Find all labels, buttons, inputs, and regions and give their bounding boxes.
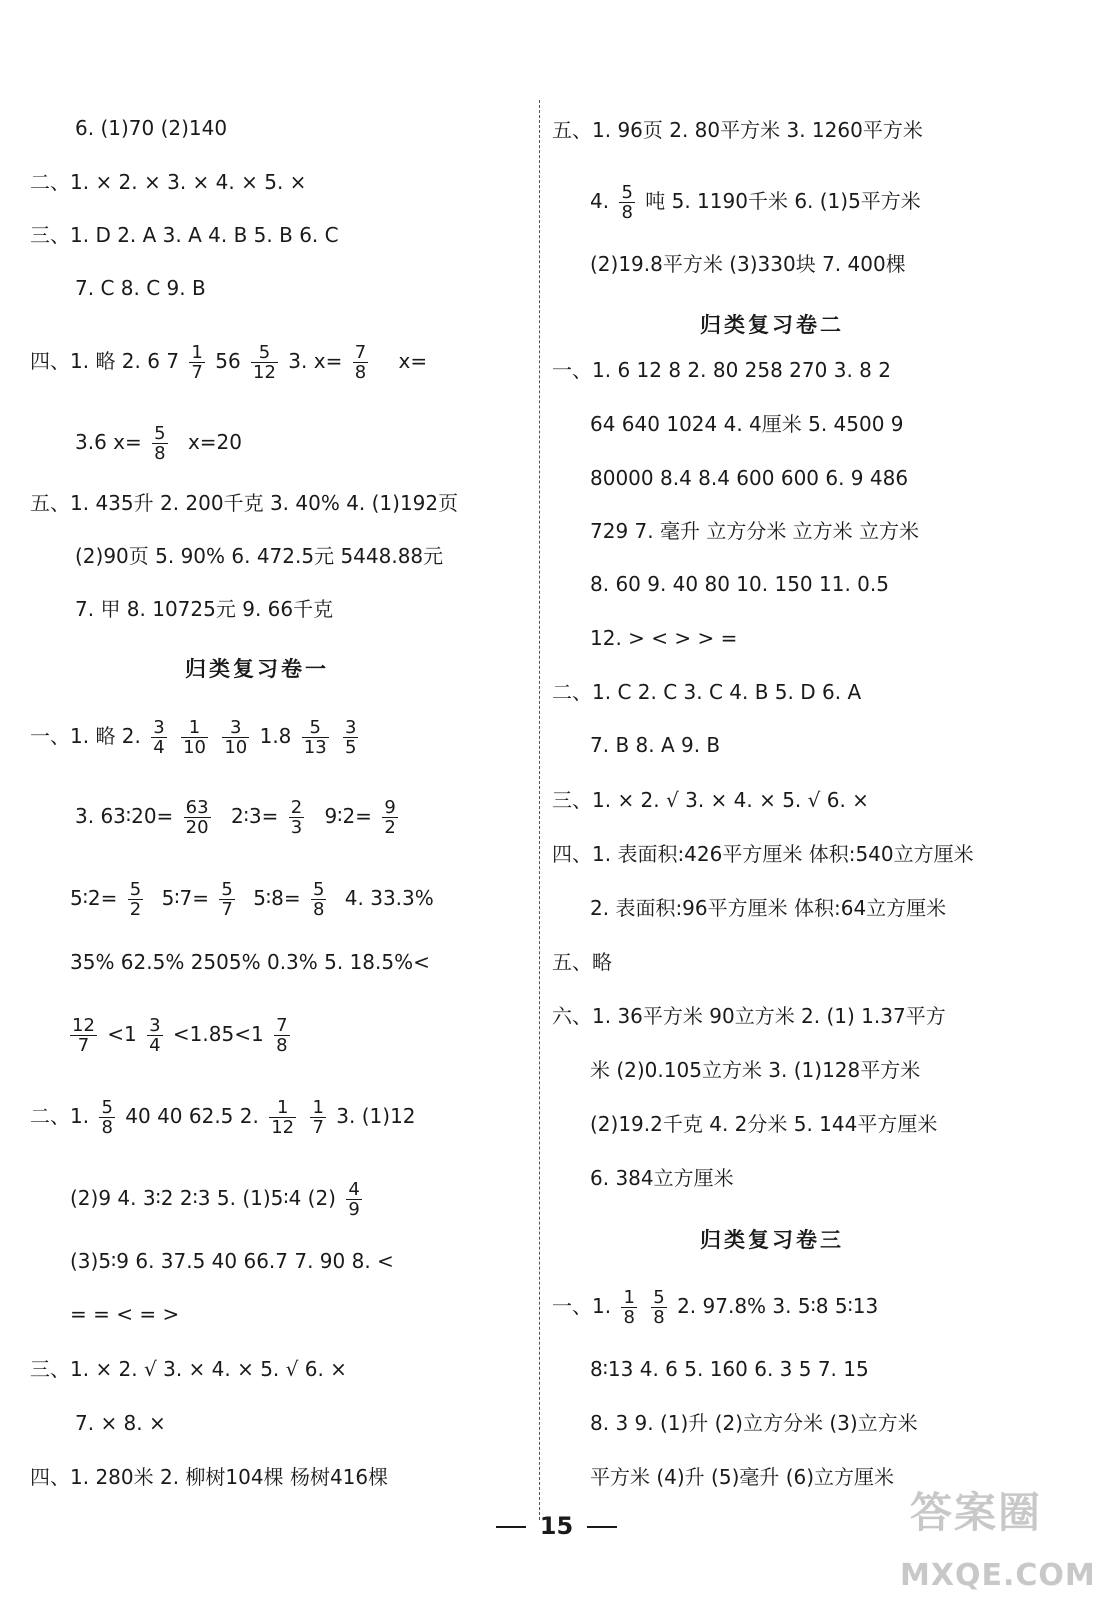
answer-line: 三、1. × 2. √ 3. × 4. × 5. √ 6. × (30, 1357, 347, 1381)
fraction: $\frac{7}{8}$ (354, 342, 367, 383)
dash-right (587, 1526, 617, 1528)
section-heading: 归类复习卷一 (185, 657, 329, 681)
answer-line: 35% 62.5% 2505% 0.3% 5. 18.5%< (70, 950, 430, 974)
fraction: $\frac{5}{2}$ (129, 879, 142, 920)
fraction: $\frac{5}{8}$ (101, 1097, 113, 1138)
answer-line: 80000 8.4 8.4 600 600 6. 9 486 (590, 466, 909, 490)
watermark-url: MXQE.COM (900, 1558, 1096, 1593)
answer-line: 四、1. 略 2. 6 7 $\frac{1}{7}$ 56 $\frac{5}{12}$ 3. x= $\frac{7}{8}$ x= (30, 342, 428, 383)
fraction: $\frac{4}{9}$ (348, 1179, 360, 1220)
answer-line: (2)19.8平方米 (3)330块 7. 400棵 (590, 252, 906, 276)
answer-line: (2)90页 5. 90% 6. 472.5元 5448.88元 (75, 544, 444, 568)
dash-left (496, 1526, 526, 1528)
fraction: $\frac{63}{20}$ (185, 797, 209, 838)
fraction: $\frac{3}{5}$ (345, 717, 357, 758)
answer-line: $\frac{12}{7}$ <1 $\frac{3}{4}$ <1.85<1 $\frac{7}{8}$ (72, 1015, 288, 1056)
answer-line: 三、1. D 2. A 3. A 4. B 5. B 6. C (30, 223, 339, 247)
answer-line: 六、1. 36平方米 90立方米 2. (1) 1.37平方 (552, 1004, 946, 1028)
answer-line: 7. 甲 8. 10725元 9. 66千克 (75, 597, 334, 621)
answer-line: 四、1. 280米 2. 柳树104棵 杨树416棵 (30, 1465, 389, 1489)
answer-line: 一、1. 略 2. $\frac{3}{4}$ $\frac{1}{10}$ $\frac{3}{10}$ 1.8 $\frac{5}{13}$ $\frac{3}{5}$ (30, 717, 357, 758)
answer-line: 4. $\frac{5}{8}$ 吨 5. 1190千米 6. (1)5平方米 (590, 182, 921, 223)
answer-line: 8. 3 9. (1)升 (2)立方分米 (3)立方米 (590, 1411, 918, 1435)
fraction: $\frac{5}{13}$ (303, 717, 327, 758)
fraction: $\frac{2}{3}$ (290, 797, 303, 838)
page-number: 15 (0, 1512, 1113, 1540)
answer-line: 6. 384立方厘米 (590, 1166, 734, 1190)
answer-line: 一、1. $\frac{1}{8}$ $\frac{5}{8}$ 2. 97.8% 3. 5∶8 5∶13 (552, 1287, 879, 1328)
answer-line: 8. 60 9. 40 80 10. 150 11. 0.5 (590, 572, 889, 596)
answer-line: 2. 表面积:96平方厘米 体积:64立方厘米 (590, 896, 947, 920)
answer-line: (3)5∶9 6. 37.5 40 66.7 7. 90 8. < (70, 1249, 394, 1273)
fraction: $\frac{1}{8}$ (623, 1287, 635, 1328)
answer-line: 五、略 (552, 950, 612, 974)
fraction: $\frac{1}{7}$ (191, 342, 203, 383)
watermark-logo (900, 1480, 1100, 1600)
answer-line: 二、1. C 2. C 3. C 4. B 5. D 6. A (552, 680, 862, 704)
answer-line: 一、1. 6 12 8 2. 80 258 270 3. 8 2 (552, 358, 891, 382)
answer-line: (2)19.2千克 4. 2分米 5. 144平方厘米 (590, 1112, 938, 1136)
answer-line: 四、1. 表面积:426平方厘米 体积:540立方厘米 (552, 842, 974, 866)
fraction: $\frac{5}{8}$ (312, 879, 325, 920)
fraction: $\frac{5}{8}$ (154, 423, 166, 464)
answer-line: 二、1. × 2. × 3. × 4. × 5. × (30, 170, 307, 194)
fraction: $\frac{12}{7}$ (72, 1015, 95, 1056)
answer-line: 729 7. 毫升 立方分米 立方米 立方米 (590, 519, 920, 543)
answer-line: 二、1. $\frac{5}{8}$ 40 40 62.5 2. $\frac{1}{12}$ $\frac{1}{7}$ 3. (1)12 (30, 1097, 416, 1138)
answer-line: 7. C 8. C 9. B (75, 276, 206, 300)
fraction: $\frac{5}{8}$ (653, 1287, 665, 1328)
answer-line: = = < = > (70, 1302, 180, 1326)
answer-line: 64 640 1024 4. 4厘米 5. 4500 9 (590, 412, 904, 436)
fraction: $\frac{5}{12}$ (253, 342, 276, 383)
section-heading: 归类复习卷三 (700, 1228, 844, 1252)
answer-line: 五、1. 96页 2. 80平方米 3. 1260平方米 (552, 118, 923, 142)
fraction: $\frac{3}{4}$ (149, 1015, 161, 1056)
answer-line: 3. 63∶20= $\frac{63}{20}$ 2∶3= $\frac{2}{3}$ 9∶2= $\frac{9}{2}$ (75, 797, 396, 838)
fraction: $\frac{1}{12}$ (271, 1097, 295, 1138)
answer-line: 8∶13 4. 6 5. 160 6. 3 5 7. 15 (590, 1357, 869, 1381)
watermark-text: 答案圈 (910, 1488, 1043, 1537)
fraction: $\frac{5}{8}$ (621, 182, 633, 223)
fraction: $\frac{3}{10}$ (224, 717, 248, 758)
answer-line: 五、1. 435升 2. 200千克 3. 40% 4. (1)192页 (30, 491, 459, 515)
answer-line: 5∶2= $\frac{5}{2}$ 5∶7= $\frac{5}{7}$ 5∶8= $\frac{5}{8}$ 4. 33.3% (70, 879, 434, 920)
fraction: $\frac{3}{4}$ (153, 717, 165, 758)
fraction: $\frac{7}{8}$ (276, 1015, 288, 1056)
section-heading: 归类复习卷二 (700, 313, 844, 337)
column-divider (539, 100, 540, 1520)
answer-line: 12. > < > > = (590, 626, 738, 650)
answer-line: 3.6 x= $\frac{5}{8}$ x=20 (75, 423, 242, 464)
answer-line: 7. B 8. A 9. B (590, 733, 721, 757)
answer-line: 平方米 (4)升 (5)毫升 (6)立方厘米 (590, 1465, 895, 1489)
fraction: $\frac{1}{7}$ (312, 1097, 324, 1138)
answer-line: 6. (1)70 (2)140 (75, 116, 228, 140)
answer-line: 三、1. × 2. √ 3. × 4. × 5. √ 6. × (552, 788, 869, 812)
answer-line: 7. × 8. × (75, 1411, 166, 1435)
fraction: $\frac{1}{10}$ (183, 717, 206, 758)
answer-line: (2)9 4. 3∶2 2∶3 5. (1)5∶4 (2) $\frac{4}{9}$ (70, 1179, 360, 1220)
fraction: $\frac{5}{7}$ (221, 879, 233, 920)
answer-line: 米 (2)0.105立方米 3. (1)128平方米 (590, 1058, 921, 1082)
fraction: $\frac{9}{2}$ (384, 797, 396, 838)
